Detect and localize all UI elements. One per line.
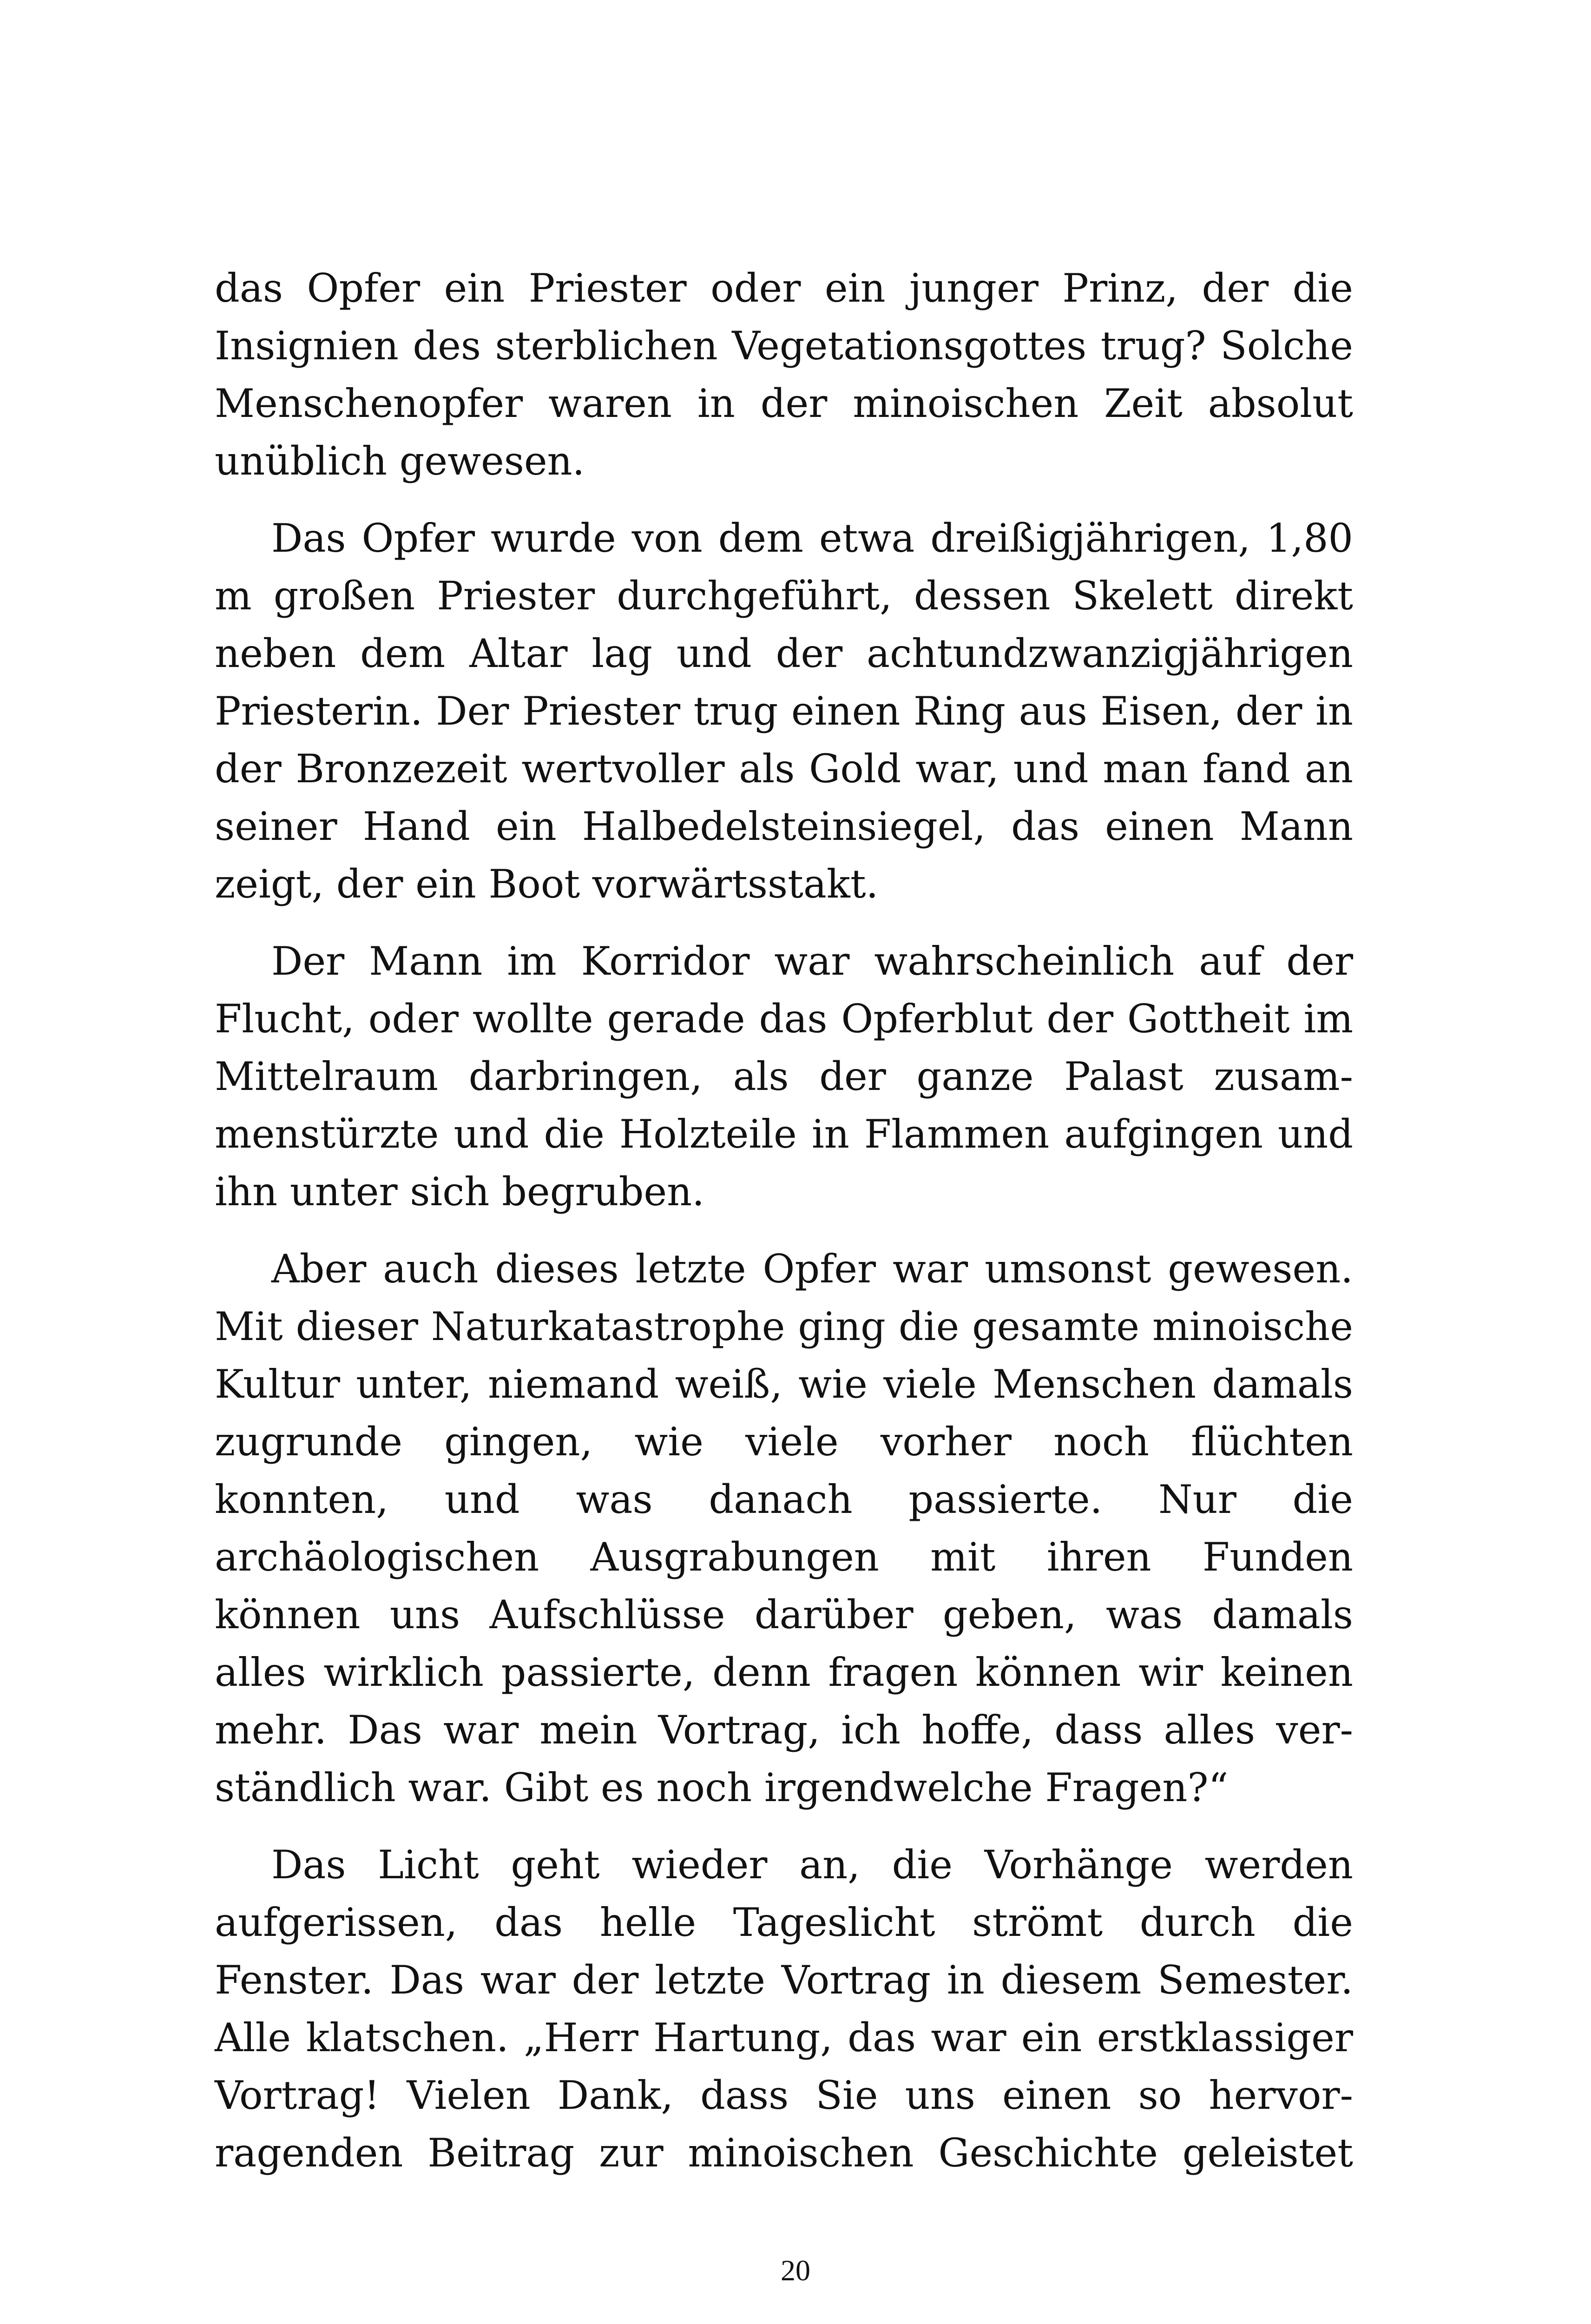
paragraph-1: das Opfer ein Priester oder ein junger Prinz, der die Insignien des sterblichen Vegetationsgottes trug? Solche Menschenopfer waren in der minoischen Zeit absolut unüblich gewesen. bbox=[215, 265, 1353, 484]
paragraph-5: Das Licht geht wieder an, die Vorhänge werden aufgerissen, das helle Tageslicht strömt durch die Fenster. Das war der letzte Vortrag in diesem Semester. Alle klatschen. „Herr Hartung, das war ein erstklassiger Vortrag! Vielen Dank, dass Sie uns einen so hervorragenden Beitrag zur minoischen Geschichte geleistet bbox=[215, 1842, 1353, 2176]
paragraph-2: Das Opfer wurde von dem etwa dreißigjährigen, 1,80 m großen Priester durchgeführt, dessen Skelett direkt neben dem Altar lag und der achtundzwanzigjährigen Priesterin. Der Priester trug einen Ring aus Eisen, der in der Bronzezeit wertvoller als Gold war, und man fand an seiner Hand ein Halbedelsteinsiegel, das einen Mann zeigt, der ein Boot vorwärtsstakt. bbox=[215, 515, 1353, 907]
paragraph-3: Der Mann im Korridor war wahrscheinlich auf der Flucht, oder wollte gerade das Opferblut der Gottheit im Mittelraum darbringen, als der ganze Palast zusammenstürzte und die Holzteile in Flammen aufgingen und ihn unter sich begruben. bbox=[215, 938, 1353, 1215]
body-text bbox=[215, 259, 1353, 2182]
page-number: 20 bbox=[781, 2254, 810, 2287]
paragraph-4: Aber auch dieses letzte Opfer war umsonst gewesen. Mit dieser Naturkatastrophe ging die gesamte minoische Kultur unter, niemand weiß, wie viele Menschen damals zugrunde gingen, wie viele vorher noch flüchten konnten, und was danach passierte. Nur die archäologischen Ausgrabungen mit ihren Funden können uns Aufschlüsse darüber geben, was damals alles wirklich passierte, denn fragen können wir keinen mehr. Das war mein Vortrag, ich hoffe, dass alles verständlich war. Gibt es noch irgendwelche Fragen?“ bbox=[215, 1246, 1353, 1810]
